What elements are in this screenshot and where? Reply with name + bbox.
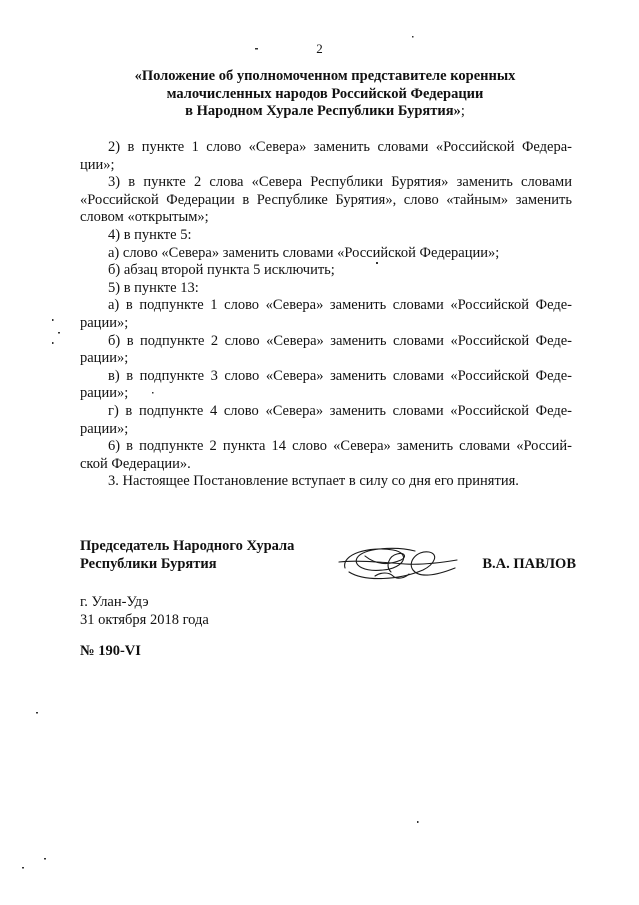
paragraph-1: 2) в пункте 1 слово «Севера» заменить словами «Российской Федера-ции»;: [80, 139, 572, 173]
title-line-1: «Положение об уполномоченном представителе коренных: [134, 68, 516, 84]
paragraph-7: а) в подпункте 1 слово «Севера» заменить словами «Российской Феде-рации»;: [80, 297, 572, 331]
signature-block: [80, 537, 576, 587]
signatory-position-line-1: Председатель Народного Хурала: [80, 538, 295, 554]
title-line-2: малочисленных народов Российской Федерации: [166, 85, 484, 102]
paragraph-12: 3. Настоящее Постановление вступает в силу со дня его принятия.: [108, 473, 519, 490]
paragraph-9: в) в подпункте 3 слово «Севера» заменить словами «Российской Феде-рации»;: [80, 367, 572, 402]
signatory-name: В.А. ПАВЛОВ: [482, 556, 576, 572]
page-number: 2: [316, 41, 323, 56]
paragraph-3: 4) в пункте 5:: [108, 226, 192, 243]
paragraph-8: б) в подпункте 2 слово «Севера» заменить словами «Российской Феде-рации»;: [80, 332, 572, 367]
document-number: № 190-VI: [80, 643, 141, 659]
handwritten-signature: [335, 542, 460, 588]
paragraph-6: 5) в пункте 13:: [108, 279, 199, 296]
paragraph-10: г) в подпункте 4 слово «Севера» заменить словами «Российской Феде-рации»;: [80, 402, 572, 437]
document-title: [60, 68, 590, 121]
place-date-block: [80, 593, 209, 629]
title-line-3: [60, 103, 590, 121]
signatory-position: [80, 537, 294, 573]
title-line-3-text: в Народном Хурале Республики Бурятия»: [185, 103, 461, 120]
signatory-position-line-2: Республики Бурятия: [80, 556, 217, 572]
paragraph-11: 6) в подпункте 2 пункта 14 слово «Севера» заменить словами «Россий-ской Федерации».: [80, 438, 572, 472]
place: г. Улан-Удэ: [80, 594, 149, 610]
body-text: [80, 139, 572, 491]
paragraph-2: 3) в пункте 2 слова «Севера Республики Бурятия» заменить словами «Российской Федерации в Республике Бурятия», слово «тайным» заменить словом «открытым»;: [80, 174, 572, 226]
title-line-3-tail: ;: [460, 103, 465, 120]
paragraph-4: а) слово «Севера» заменить словами «Российской Федерации»;: [108, 244, 500, 261]
date: 31 октября 2018 года: [80, 612, 209, 628]
paragraph-5: б) абзац второй пункта 5 исключить;: [108, 262, 335, 279]
